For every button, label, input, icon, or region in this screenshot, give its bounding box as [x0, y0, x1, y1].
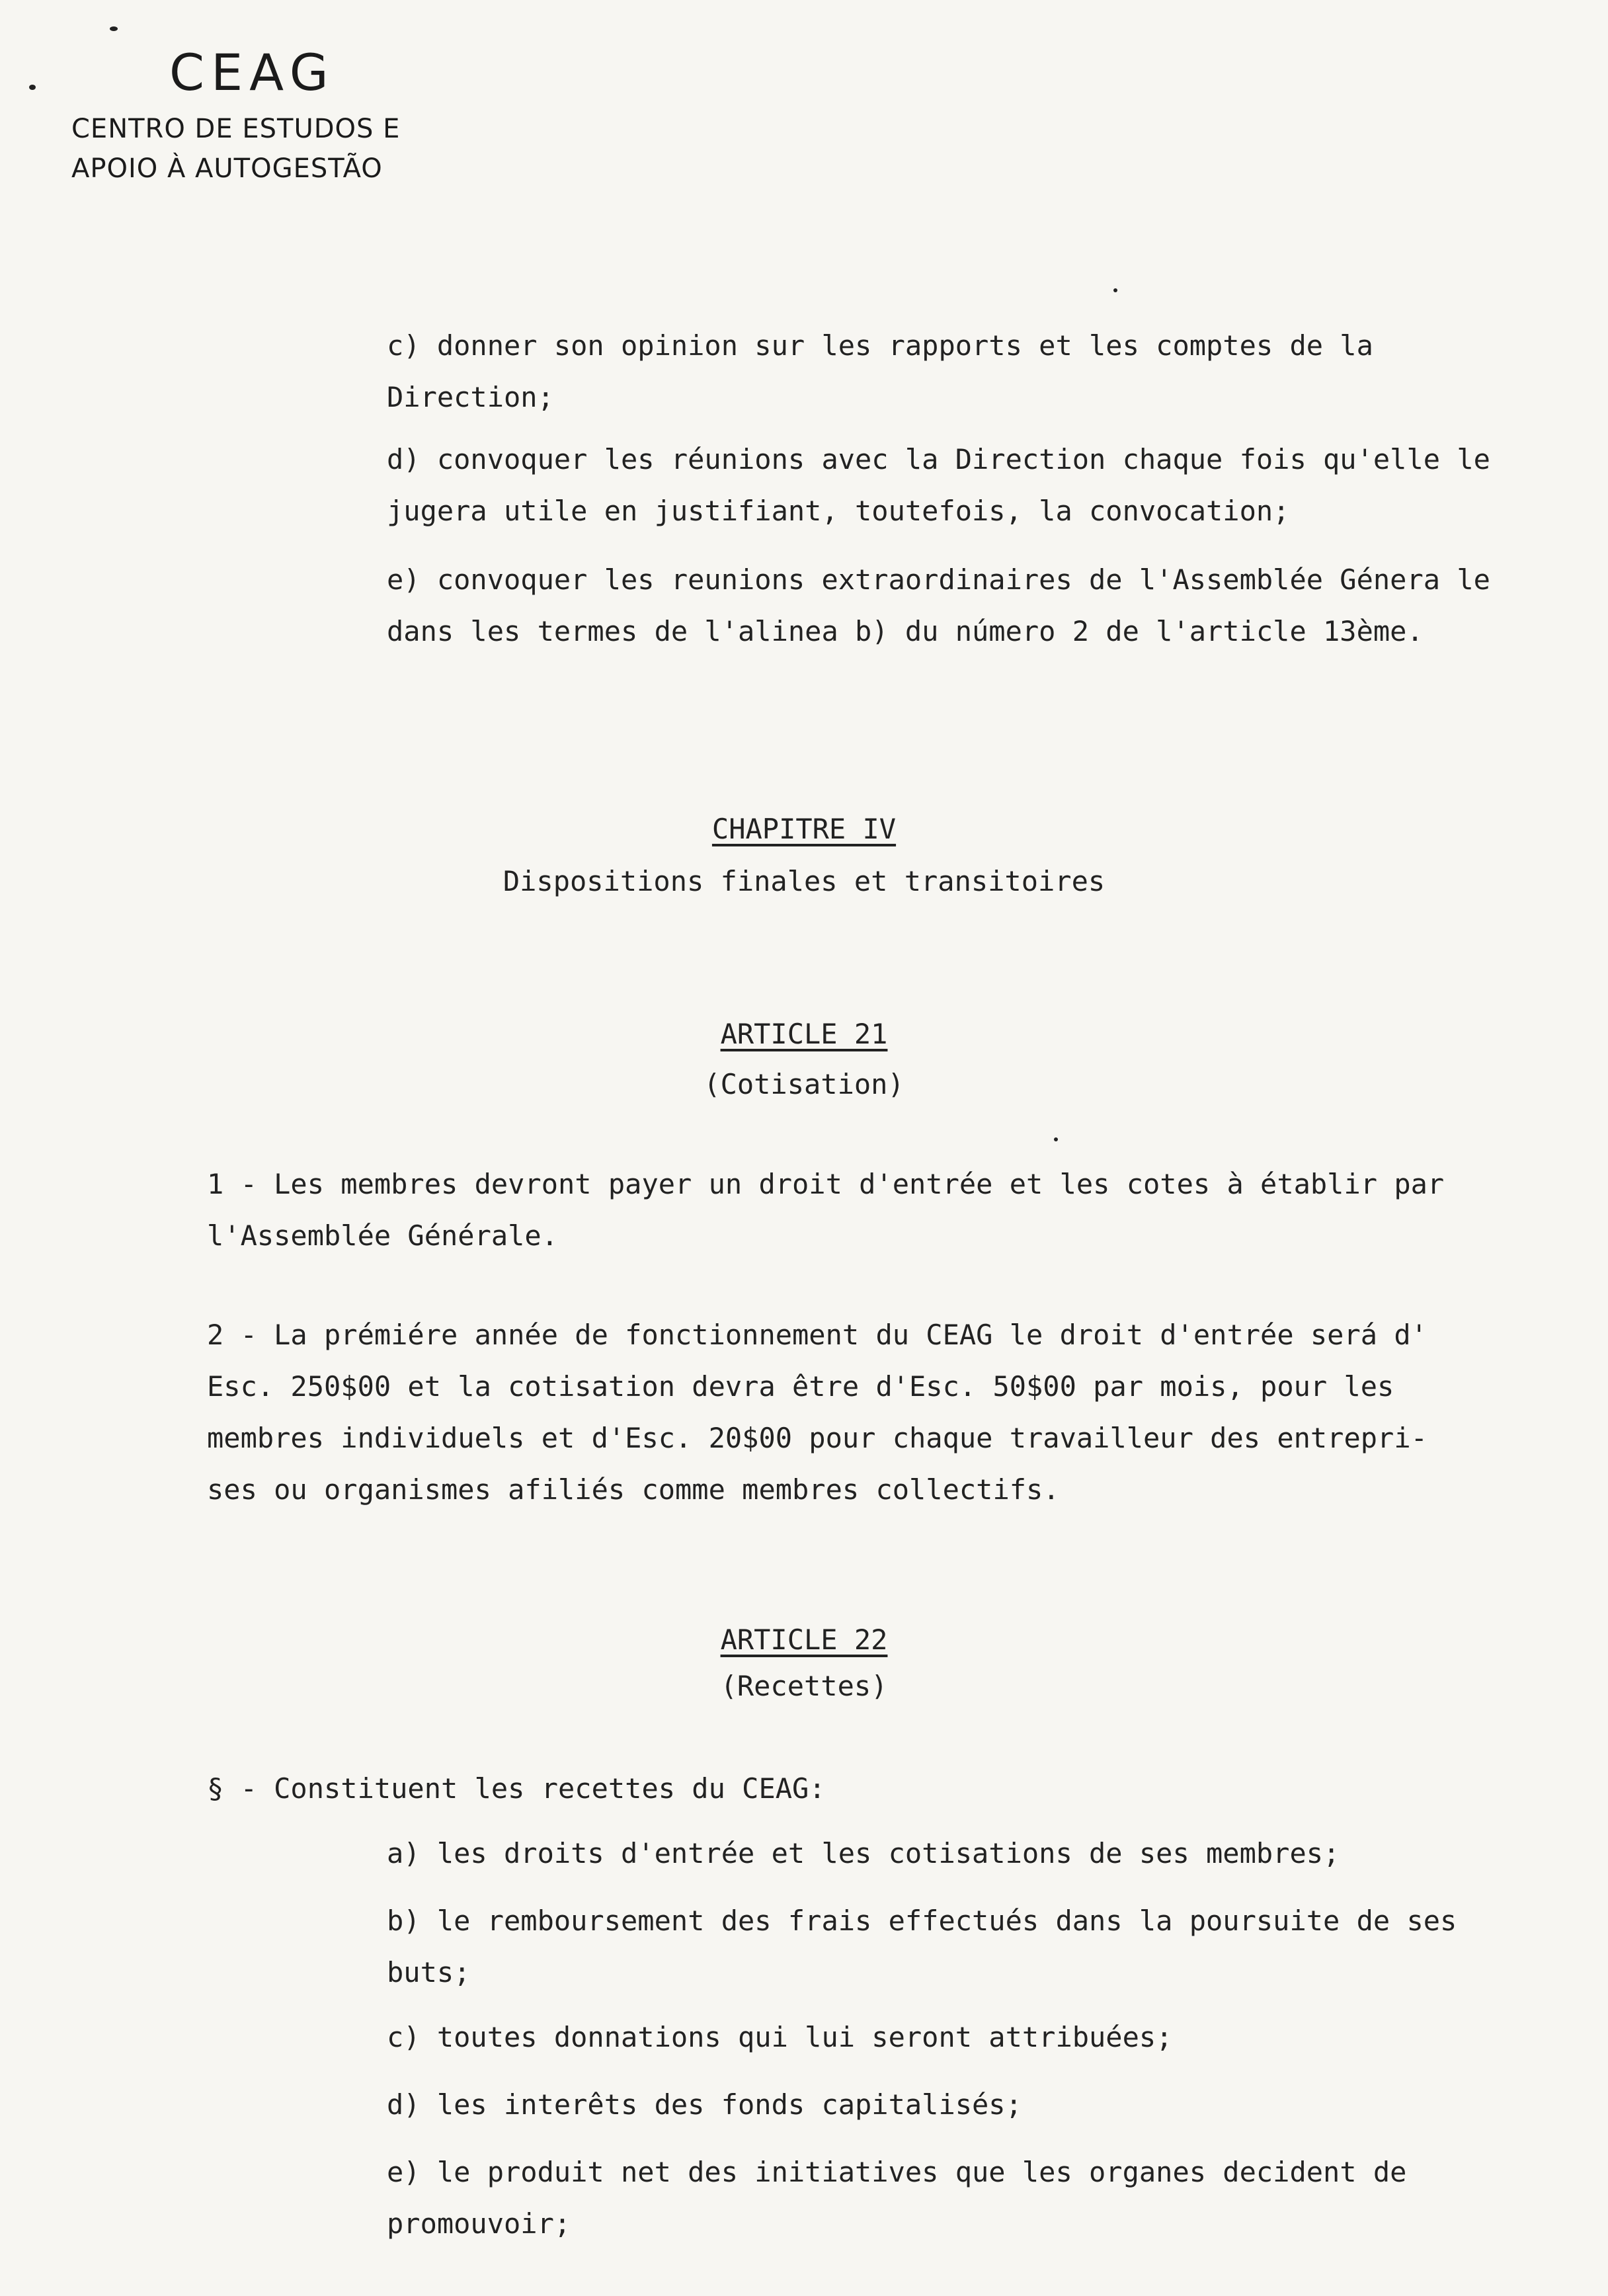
item-e-bottom: e) le produit net des initiatives que les organes decident de promouvoir; [387, 2156, 1407, 2240]
ink-dot-1 [29, 85, 36, 90]
item-e-top: e) convoquer les reunions extraordinaires de l'Assemblée Génera le dans les termes de l'alinea b) du número 2 de l'article 13ème. [387, 563, 1490, 647]
article-22-lead: § - Constituent les recettes du CEAG: [207, 1772, 826, 1805]
ink-dot-4 [1054, 1137, 1058, 1141]
letterhead-line-1: CENTRO DE ESTUDOS E [71, 114, 401, 144]
ink-dot-2 [110, 26, 118, 31]
item-d-bottom: d) les interêts des fonds capitalisés; [387, 2088, 1022, 2121]
item-a-bottom: a) les droits d'entrée et les cotisations de ses membres; [387, 1837, 1340, 1869]
article-22-title: ARTICLE 22 [720, 1623, 888, 1656]
ceag-logo-text: CEAG [169, 43, 335, 102]
article-21-paragraph-1: 1 - Les membres devront payer un droit d'entrée et les cotes à établir par l'Assemblée Générale. [207, 1168, 1445, 1252]
item-b-bottom: b) le remboursement des frais effectués dans la poursuite de ses buts; [387, 1905, 1457, 1988]
letterhead-line-2: APOIO À AUTOGESTÃO [71, 153, 383, 184]
item-d-top: d) convoquer les réunions avec la Direction chaque fois qu'elle le jugera utile en justifiant, toutefois, la convocation; [387, 443, 1490, 527]
chapter-subtitle: Dispositions finales et transitoires [502, 865, 1106, 897]
chapter-title: CHAPITRE IV [711, 813, 897, 845]
ink-dot-3 [1113, 288, 1117, 292]
article-22-subtitle: (Recettes) [720, 1670, 888, 1702]
item-c-top: c) donner son opinion sur les rapports et les comptes de la Direction; [387, 329, 1373, 413]
article-21-paragraph-2: 2 - La prémiére année de fonctionnement du CEAG le droit d'entrée será d' Esc. 250$00 et la cotisation devra être d'Esc. 50$00 par mois, pour les membres individuels et d'Esc. 20$00 pour chaque travailleur des entrepri- ses ou organismes afiliés comme membres collectifs. [207, 1319, 1427, 1506]
article-21-subtitle: (Cotisation) [704, 1068, 904, 1100]
article-21-title: ARTICLE 21 [720, 1018, 888, 1050]
item-c-bottom: c) toutes donnations qui lui seront attribuées; [387, 2021, 1173, 2053]
